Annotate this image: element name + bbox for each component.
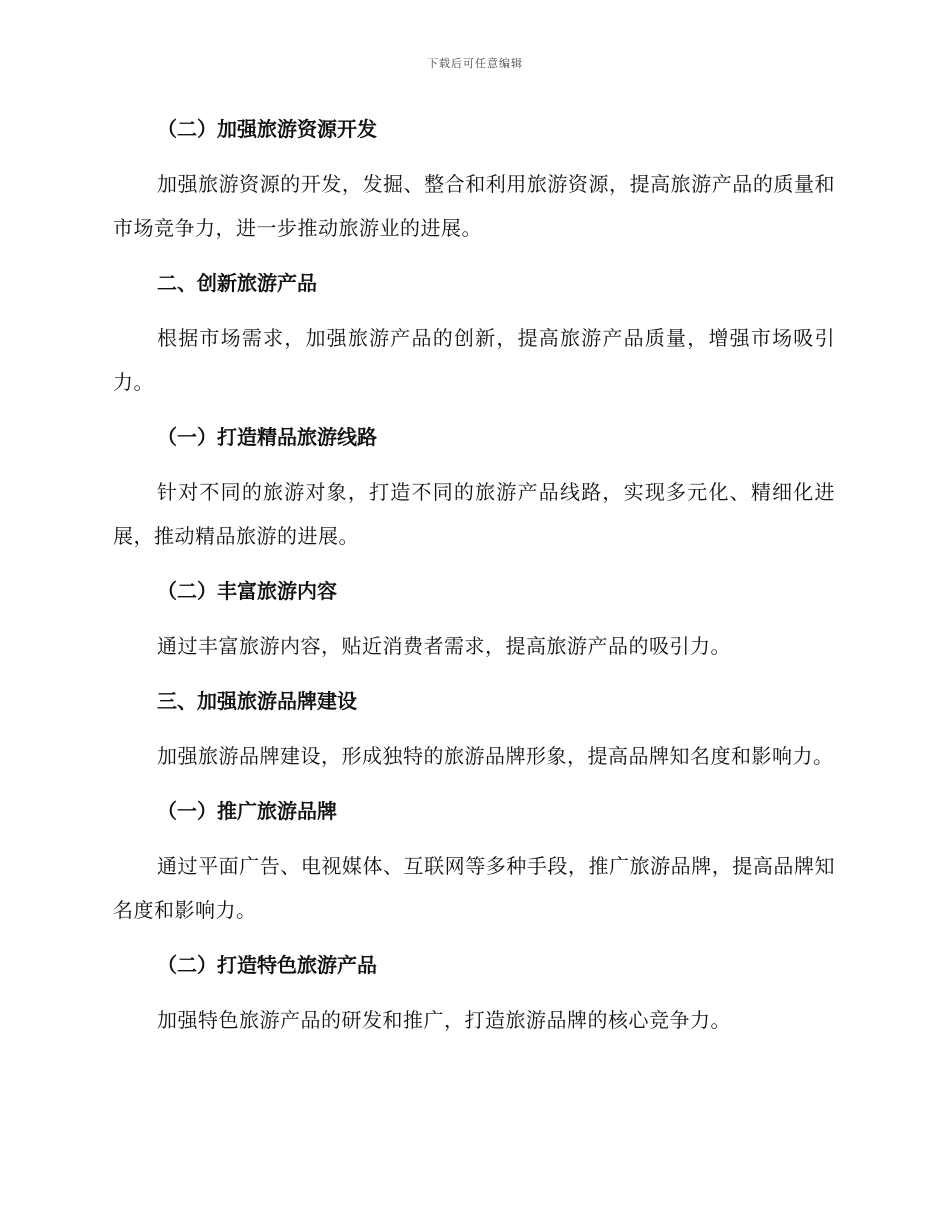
- chapter-heading: 三、加强旅游品牌建设: [157, 689, 357, 713]
- paragraph: 加强旅游品牌建设，形成独特的旅游品牌形象，提高品牌知名度和影响力。: [157, 744, 834, 768]
- section-heading: （一）推广旅游品牌: [157, 799, 337, 823]
- section-heading: （二）打造特色旅游产品: [157, 953, 377, 977]
- paragraph: 通过丰富旅游内容，贴近消费者需求，提高旅游产品的吸引力。: [157, 634, 731, 658]
- paragraph: 加强特色旅游产品的研发和推广，打造旅游品牌的核心竞争力。: [157, 1008, 731, 1032]
- paragraph: 加强旅游资源的开发，发掘、整合和利用旅游资源，提高旅游产品的质量和市场竞争力，进一步推动旅游业的进展。: [113, 172, 835, 240]
- header-note: 下载后可任意编辑: [427, 57, 523, 70]
- paragraph: 针对不同的旅游对象，打造不同的旅游产品线路，实现多元化、精细化进展，推动精品旅游的进展。: [113, 480, 835, 548]
- document-body: [113, 112, 835, 1058]
- section-heading: （二）丰富旅游内容: [157, 579, 337, 603]
- paragraph: 根据市场需求，加强旅游产品的创新，提高旅游产品质量，增强市场吸引力。: [113, 326, 835, 394]
- paragraph: 通过平面广告、电视媒体、互联网等多种手段，推广旅游品牌，提高品牌知名度和影响力。: [113, 854, 835, 922]
- section-heading: （二）加强旅游资源开发: [157, 117, 377, 141]
- chapter-heading: 二、创新旅游产品: [157, 271, 317, 295]
- section-heading: （一）打造精品旅游线路: [157, 425, 377, 449]
